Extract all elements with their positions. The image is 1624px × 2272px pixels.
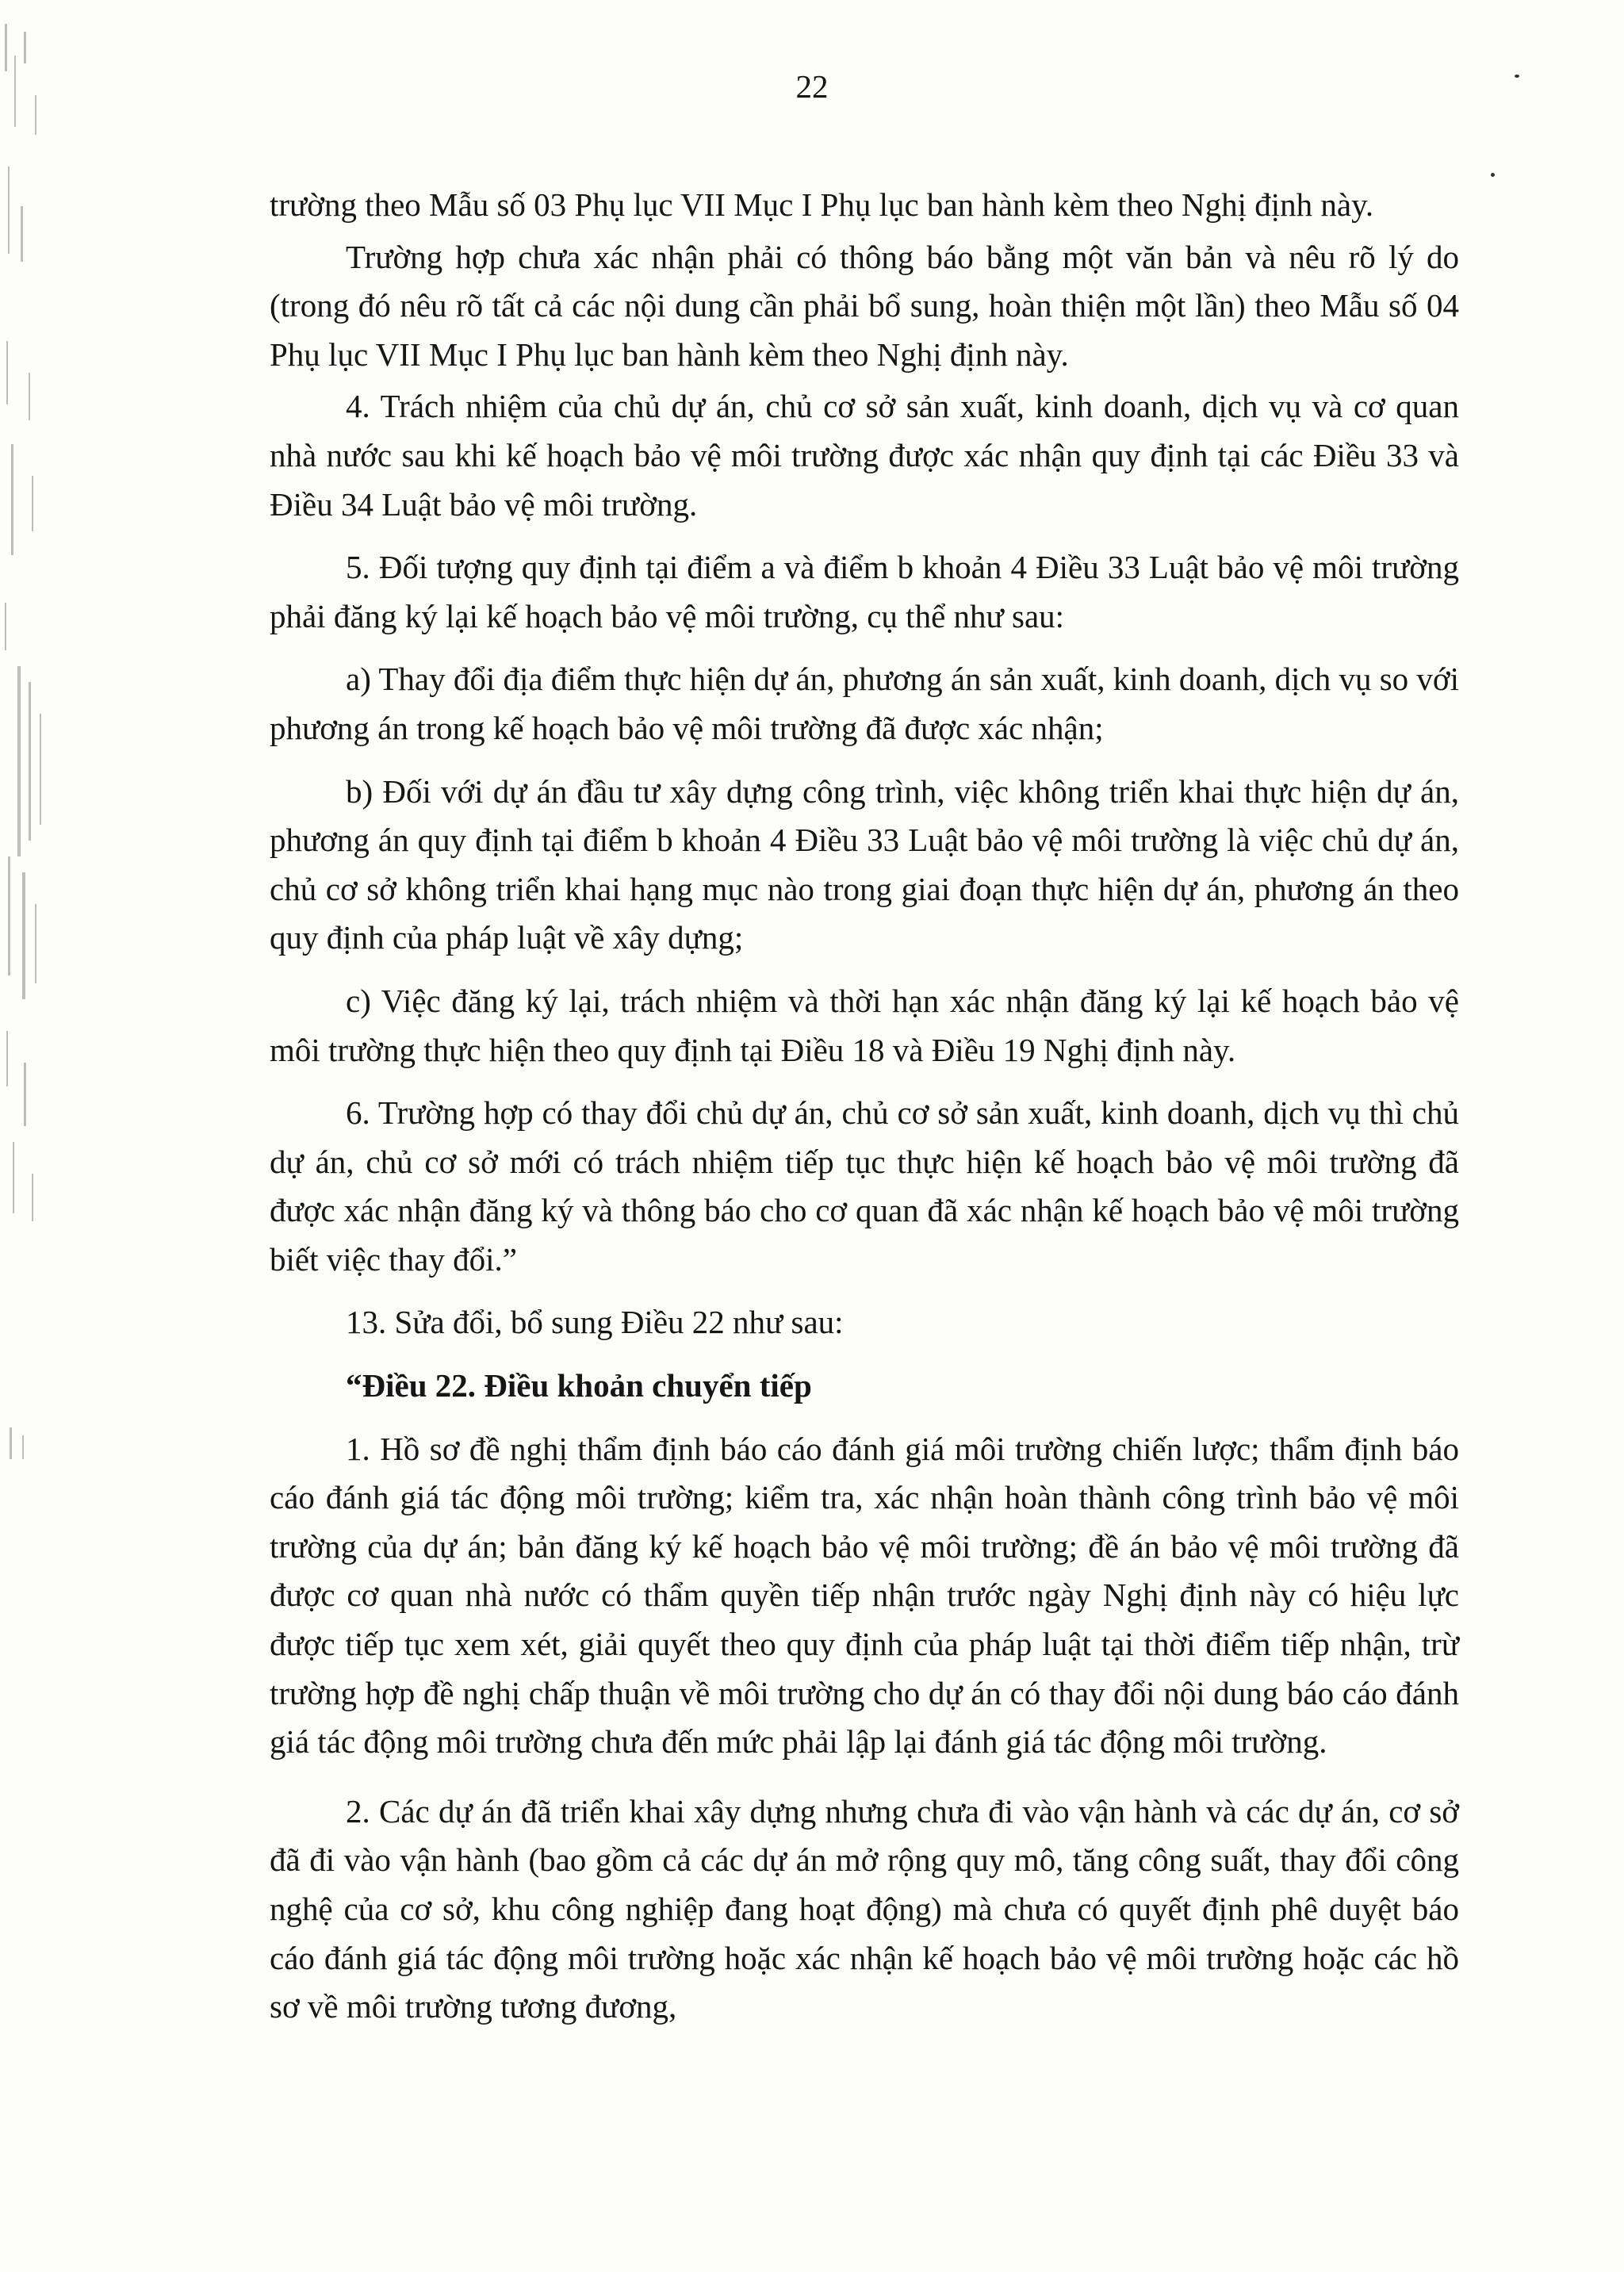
- paragraph-unconfirmed-case: Trường hợp chưa xác nhận phải có thông báo bằng một văn bản và nêu rõ lý do (trong đó nêu rõ tất cả các nội dung cần phải bổ sung, hoàn thiện một lần) theo Mẫu số 04 Phụ lục VII Mục I Phụ lục ban hành kèm theo Nghị định này.: [270, 238, 1459, 373]
- paragraph-clause-6: 6. Trường hợp có thay đổi chủ dự án, chủ cơ sở sản xuất, kinh doanh, dịch vụ thì chủ dự án, chủ cơ sở mới có trách nhiệm tiếp tục thực hiện kế hoạch bảo vệ môi trường đã được xác nhận đăng ký và thông báo cho cơ quan đã xác nhận kế hoạch bảo vệ môi trường biết việc thay đổi.”: [270, 1094, 1459, 1278]
- paragraph-item-c: c) Việc đăng ký lại, trách nhiệm và thời hạn xác nhận đăng ký lại kế hoạch bảo vệ môi trường thực hiện theo quy định tại Điều 18 và Điều 19 Nghị định này.: [270, 982, 1459, 1068]
- paragraph-transition-1: 1. Hồ sơ đề nghị thẩm định báo cáo đánh giá môi trường chiến lược; thẩm định báo cáo đánh giá tác động môi trường; kiểm tra, xác nhận hoàn thành công trình bảo vệ môi trường của dự án; bản đăng ký kế hoạch bảo vệ môi trường; đề án bảo vệ môi trường đã được cơ quan nhà nước có thẩm quyền tiếp nhận trước ngày Nghị định này có hiệu lực được tiếp tục xem xét, giải quyết theo quy định của pháp luật tại thời điểm tiếp nhận, trừ trường hợp đề nghị chấp thuận về môi trường cho dự án có thay đổi nội dung báo cáo đánh giá tác động môi trường chưa đến mức phải lập lại đánh giá tác động môi trường.: [270, 1430, 1459, 1761]
- stray-mark: [1491, 173, 1495, 177]
- page-number: 22: [795, 68, 829, 105]
- paragraph-item-b: b) Đối với dự án đầu tư xây dựng công trình, việc không triển khai thực hiện dự án, phương án quy định tại điểm b khoản 4 Điều 33 Luật bảo vệ môi trường là việc chủ dự án, chủ cơ sở không triển khai hạng mục nào trong giai đoạn thực hiện dự án, phương án theo quy định của pháp luật về xây dựng;: [270, 772, 1459, 956]
- paragraph-amendment-13: 13. Sửa đổi, bổ sung Điều 22 như sau:: [346, 1304, 844, 1341]
- paragraph-continuation: trường theo Mẫu số 03 Phụ lục VII Mục I Phụ lục ban hành kèm theo Nghị định này.: [270, 186, 1374, 223]
- scan-noise-edge: [0, 0, 75, 2272]
- article-22-heading: “Điều 22. Điều khoản chuyển tiếp: [346, 1367, 812, 1404]
- paragraph-item-a: a) Thay đổi địa điểm thực hiện dự án, phương án sản xuất, kinh doanh, dịch vụ so với phương án trong kế hoạch bảo vệ môi trường đã được xác nhận;: [270, 661, 1459, 746]
- paragraph-clause-4: 4. Trách nhiệm của chủ dự án, chủ cơ sở sản xuất, kinh doanh, dịch vụ và cơ quan nhà nước sau khi kế hoạch bảo vệ môi trường được xác nhận quy định tại các Điều 33 và Điều 34 Luật bảo vệ môi trường.: [270, 388, 1459, 523]
- body-text: [270, 181, 1459, 2032]
- paragraph-clause-5: 5. Đối tượng quy định tại điểm a và điểm b khoản 4 Điều 33 Luật bảo vệ môi trường phải đăng ký lại kế hoạch bảo vệ môi trường, cụ thể như sau:: [270, 549, 1459, 634]
- paragraph-transition-2: 2. Các dự án đã triển khai xây dựng nhưng chưa đi vào vận hành và các dự án, cơ sở đã đi vào vận hành (bao gồm cả các dự án mở rộng quy mô, tăng công suất, thay đổi công nghệ của cơ sở, khu công nghiệp đang hoạt động) mà chưa có quyết định phê duyệt báo cáo đánh giá tác động môi trường hoặc xác nhận kế hoạch bảo vệ môi trường hoặc các hồ sơ về môi trường tương đương,: [270, 1792, 1459, 2025]
